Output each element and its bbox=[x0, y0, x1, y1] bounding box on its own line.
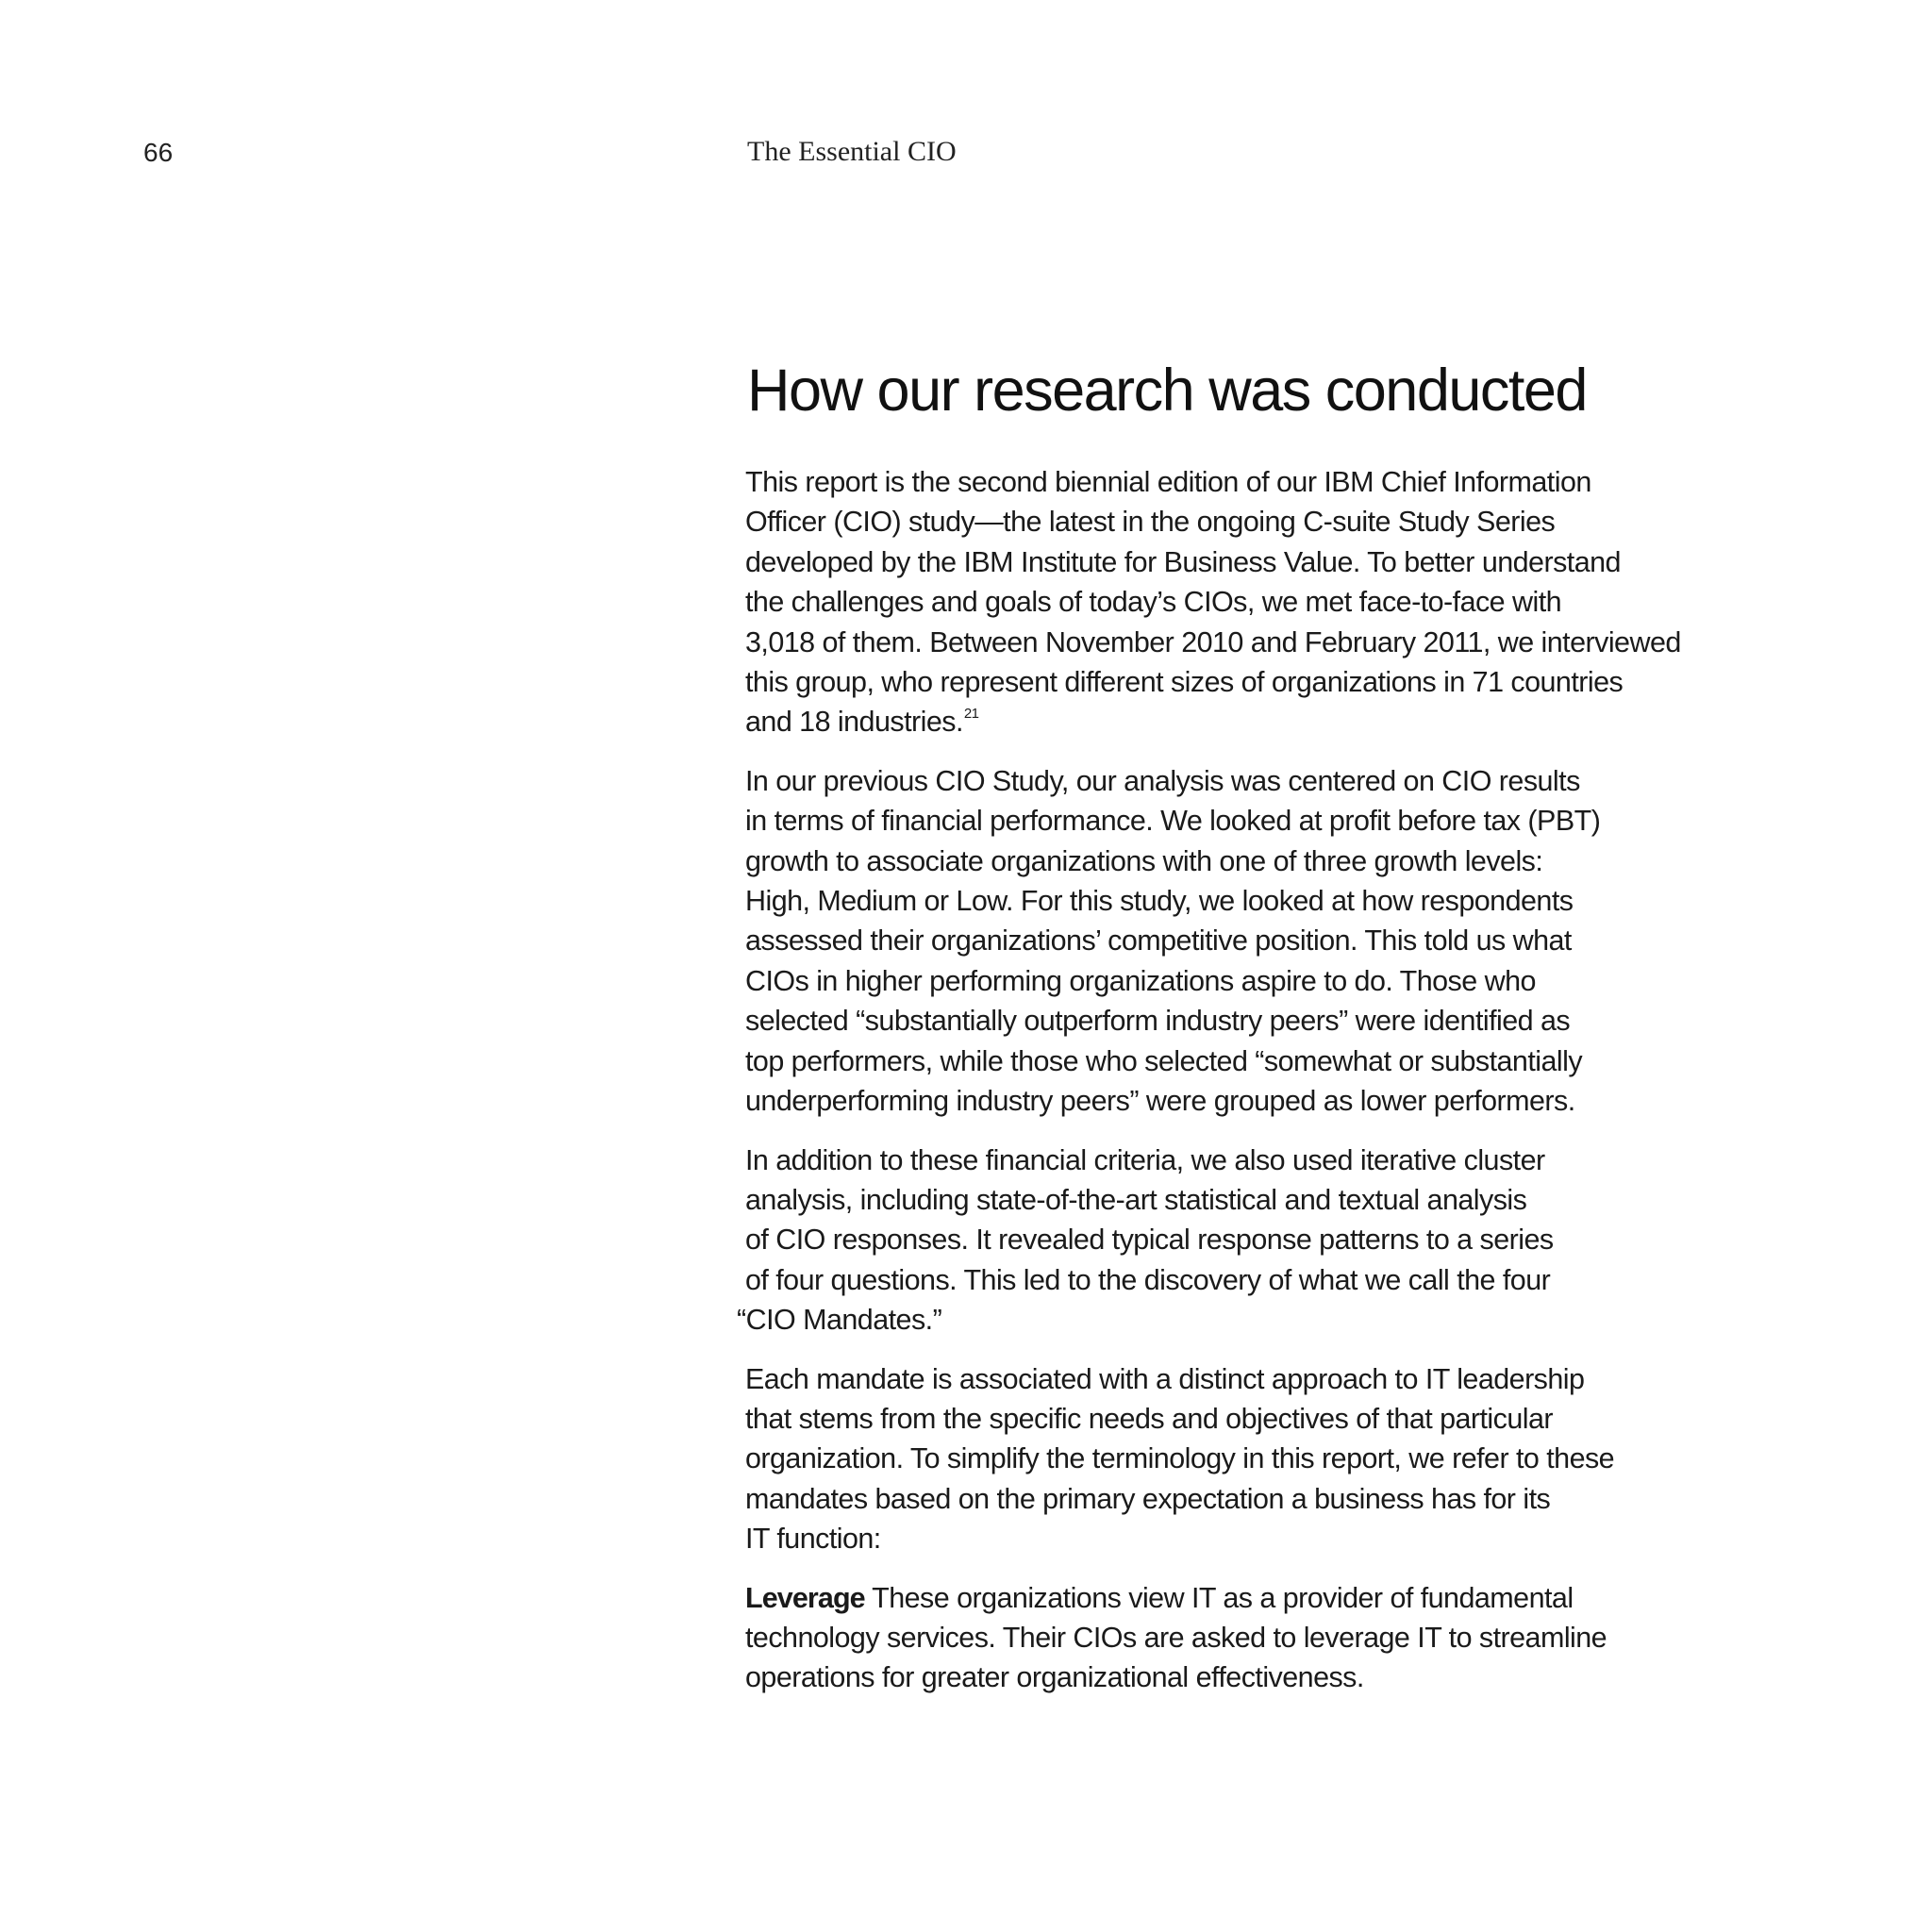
paragraph-line: of CIO responses. It revealed typical response patterns to a series bbox=[745, 1224, 1554, 1257]
paragraph-cluster-analysis bbox=[737, 1141, 1689, 1341]
paragraph-line: Officer (CIO) study—the latest in the ongoing C-suite Study Series bbox=[745, 506, 1556, 539]
paragraph-line: this group, who represent different sizes of organizations in 71 countries bbox=[745, 666, 1624, 699]
paragraph-line: 3,018 of them. Between November 2010 and February 2011, we interviewed bbox=[745, 625, 1681, 658]
paragraph-intro bbox=[745, 462, 1689, 742]
running-title: The Essential CIO bbox=[747, 136, 957, 167]
paragraph-line-text: and 18 industries. bbox=[745, 706, 963, 739]
paragraph-line: analysis, including state-of-the-art statistical and textual analysis bbox=[745, 1183, 1527, 1216]
mandate-term-leverage: Leverage bbox=[745, 1581, 865, 1614]
page-number: 66 bbox=[143, 138, 174, 167]
paragraph-line: Each mandate is associated with a distinct approach to IT leadership bbox=[745, 1362, 1585, 1395]
body-text bbox=[737, 462, 1689, 1717]
paragraph-line: CIOs in higher performing organizations aspire to do. Those who bbox=[745, 964, 1536, 997]
paragraph-line: This report is the second biennial edition of our IBM Chief Information bbox=[745, 466, 1591, 498]
paragraph-line: In addition to these financial criteria, we also used iterative cluster bbox=[745, 1143, 1545, 1176]
paragraph-line: organization. To simplify the terminology in this report, we refer to these bbox=[745, 1442, 1615, 1475]
paragraph-line-with-lead bbox=[745, 1578, 1689, 1618]
paragraph-line: selected “substantially outperform industry peers” were identified as bbox=[745, 1005, 1571, 1038]
paragraph-previous-study bbox=[745, 761, 1689, 1122]
paragraph-line: assessed their organizations’ competitive position. This told us what bbox=[745, 924, 1572, 958]
paragraph-leverage bbox=[745, 1578, 1689, 1698]
paragraph-line-text: These organizations view IT as a provider of fundamental bbox=[864, 1581, 1574, 1614]
footnote-reference: 21 bbox=[963, 706, 979, 723]
paragraph-line: top performers, while those who selected “somewhat or substantially bbox=[745, 1044, 1583, 1077]
page-title: How our research was conducted bbox=[747, 358, 1587, 424]
paragraph-line: the challenges and goals of today’s CIOs, we met face-to-face with bbox=[745, 586, 1562, 619]
paragraph-mandates bbox=[745, 1359, 1689, 1559]
paragraph-line: growth to associate organizations with one of three growth levels: bbox=[745, 844, 1543, 877]
paragraph-line: “CIO Mandates.” bbox=[737, 1304, 942, 1337]
paragraph-line: developed by the IBM Institute for Business Value. To better understand bbox=[745, 545, 1621, 578]
paragraph-line: IT function: bbox=[745, 1523, 881, 1556]
paragraph-line: operations for greater organizational effectiveness. bbox=[745, 1661, 1364, 1694]
paragraph-line: in terms of financial performance. We looked at profit before tax (PBT) bbox=[745, 805, 1601, 838]
paragraph-line: underperforming industry peers” were grouped as lower performers. bbox=[745, 1085, 1575, 1118]
paragraph-line: technology services. Their CIOs are asked to leverage IT to streamline bbox=[745, 1621, 1607, 1654]
paragraph-line: High, Medium or Low. For this study, we looked at how respondents bbox=[745, 885, 1574, 918]
paragraph-line-with-footnote bbox=[745, 702, 1689, 741]
paragraph-line: In our previous CIO Study, our analysis was centered on CIO results bbox=[745, 764, 1580, 797]
paragraph-line: of four questions. This led to the discovery of what we call the four bbox=[745, 1263, 1551, 1296]
paragraph-line: that stems from the specific needs and objectives of that particular bbox=[745, 1402, 1554, 1435]
paragraph-line: mandates based on the primary expectation a business has for its bbox=[745, 1482, 1551, 1515]
